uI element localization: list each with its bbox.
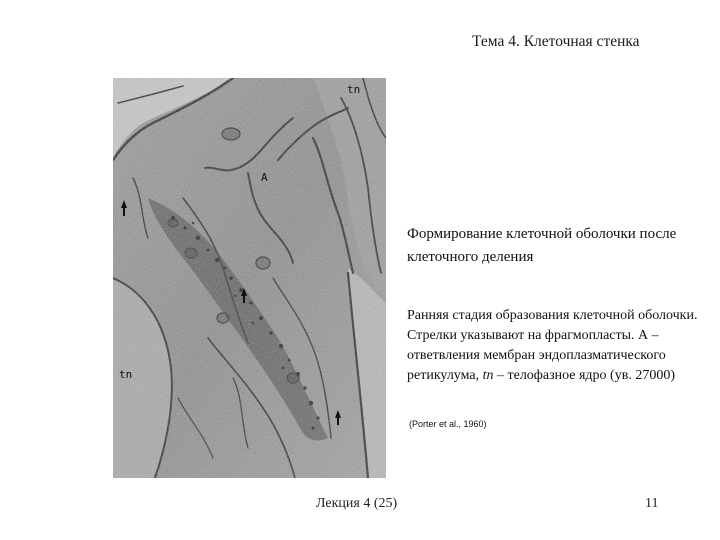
label-a: A <box>261 171 268 184</box>
figure-caption <box>407 306 707 386</box>
citation: (Porter et al., 1960) <box>409 419 487 429</box>
label-tn-top: tn <box>347 83 361 96</box>
caption-end: – телофазное ядро (ув. 27000) <box>493 368 675 383</box>
slide-header-title: Тема 4. Клеточная стенка <box>472 33 640 50</box>
page-number: 11 <box>645 496 659 511</box>
micrograph-image <box>113 78 386 478</box>
caption-term: tn <box>482 368 494 383</box>
label-tn-left: tn <box>119 368 133 381</box>
footer-lecture: Лекция 4 (25) <box>316 496 398 511</box>
figure-heading: Формирование клеточной оболочки после клеточного деления <box>407 226 677 265</box>
caption-main: Ранняя стадия образования клеточной оболочки. Стрелки указывают на фрагмопласты. А – ответвления мембран эндоплазматического ретикулума, <box>407 308 698 383</box>
electron-micrograph <box>113 78 386 478</box>
